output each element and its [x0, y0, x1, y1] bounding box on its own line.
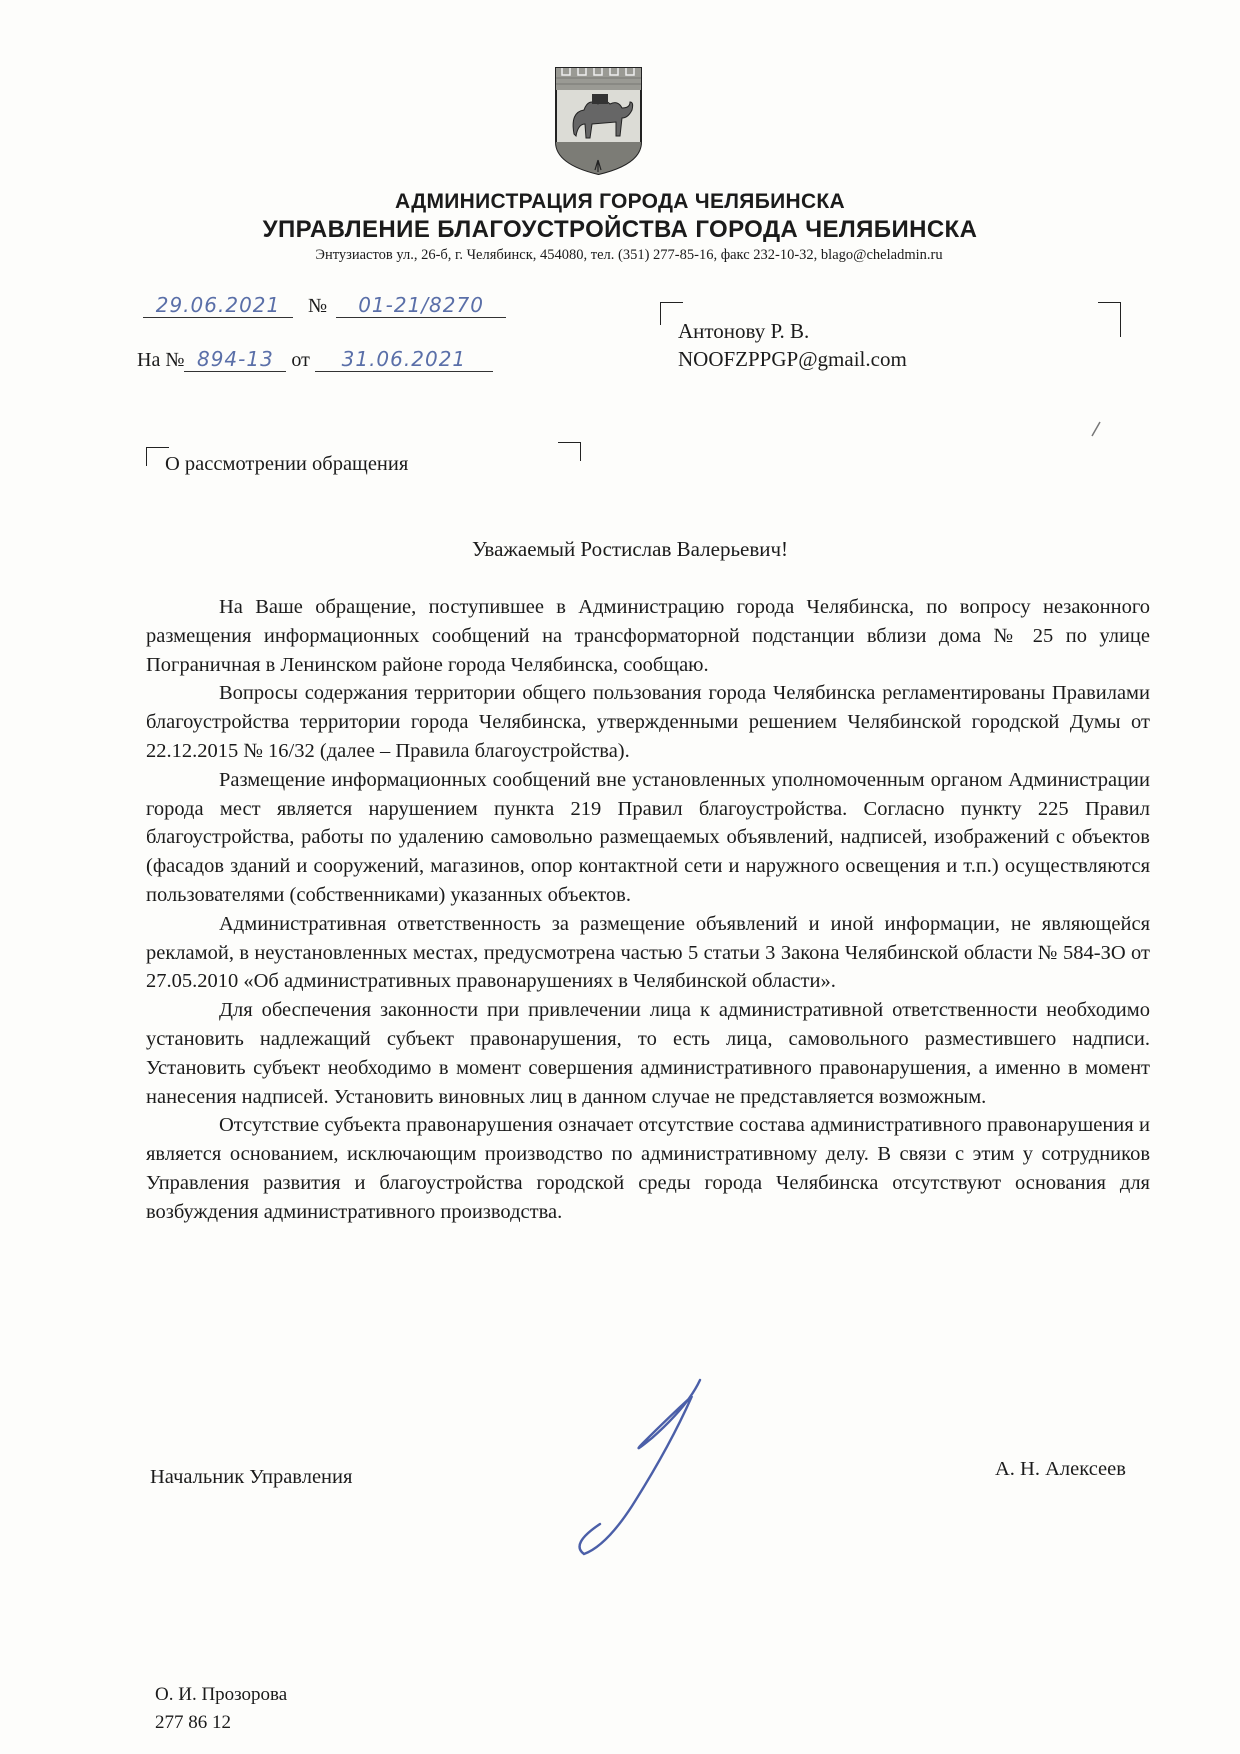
pen-stroke-mark: [1088, 420, 1104, 438]
in-reply-label: На №: [137, 349, 185, 371]
body-paragraph: Размещение информационных сообщений вне установленных уполномоченным органом Администрации города мест является нарушением пункта 219 Правил благоустройства. Согласно пункту 225 Правил благоустройства, работы по удалению самовольно размещаемых объявлений, надписей, изображений с объектов (фасадов зданий и сооружений, магазинов, опор контактной сети и наружного освещения и т.п.) осуществляются пользователями (собственниками) указанных объектов.: [146, 768, 1150, 906]
letter-subject: О рассмотрении обращения: [165, 453, 409, 475]
executor-block: [155, 1681, 287, 1737]
department-name: УПРАВЛЕНИЕ БЛАГОУСТРОЙСТВА ГОРОДА ЧЕЛЯБИНСКА: [262, 216, 978, 243]
signatory-name: А. Н. Алексеев: [995, 1458, 1126, 1480]
handwritten-signature: [560, 1376, 720, 1558]
body-paragraph: На Ваше обращение, поступившее в Администрацию города Челябинска, по вопросу незаконного размещения информационных сообщений на трансформаторной подстанции вблизи дома № 25 по улице Пограничная в Ленинском районе города Челябинска, сообщаю.: [146, 596, 1150, 676]
chelyabinsk-coat-of-arms-icon: [552, 64, 645, 176]
recipient-block: [678, 317, 907, 373]
number-sign: №: [308, 295, 328, 317]
outgoing-date: 29.06.2021: [143, 293, 293, 318]
executor-name: О. И. Прозорова: [155, 1684, 288, 1705]
letter-body: [146, 593, 1150, 1227]
in-reply-date: 31.06.2021: [315, 347, 493, 372]
subject-corner-right: [558, 442, 581, 461]
registration-line: [143, 293, 506, 318]
recipient-corner-right: [1098, 302, 1121, 337]
outgoing-number: 01-21/8270: [336, 293, 506, 318]
in-reply-line: [137, 347, 493, 372]
body-paragraph: Вопросы содержания территории общего пользования города Челябинска регламентированы Правилами благоустройства территории города Челябинска, утвержденными решением Челябинской городской Думы от 22.12.2015 № 16/32 (далее – Правила благоустройства).: [146, 682, 1150, 762]
letterhead-address: Энтузиастов ул., 26-б, г. Челябинск, 454080, тел. (351) 277-85-16, факс 232-10-32, blago@cheladmin.ru: [315, 247, 943, 263]
executor-phone: 277 86 12: [155, 1712, 231, 1733]
signatory-position: Начальник Управления: [150, 1466, 353, 1488]
organization-name: АДМИНИСТРАЦИЯ ГОРОДА ЧЕЛЯБИНСКА: [394, 190, 845, 213]
recipient-email: NOOFZPPGP@gmail.com: [678, 347, 907, 371]
body-paragraph: Для обеспечения законности при привлечении лица к административной ответственности необходимо установить надлежащий субъект правонарушения, то есть лица, самовольного разместившего надписи. Установить субъект необходимо в момент совершения административного правонарушения, а именно в момент нанесения надписей. Установить виновных лиц в данном случае не представляется возможным.: [146, 999, 1150, 1108]
body-paragraph: Административная ответственность за размещение объявлений и иной информации, не являющейся рекламой, в неустановленных местах, предусмотрена частью 5 статьи 3 Закона Челябинской области № 584-ЗО от 27.05.2010 «Об административных правонарушениях в Челябинской области».: [146, 912, 1150, 993]
in-reply-from-label: от: [291, 349, 310, 371]
in-reply-number: 894-13: [184, 347, 286, 372]
recipient-name: Антонову Р. В.: [678, 319, 810, 343]
body-paragraph: Отсутствие субъекта правонарушения означает отсутствие состава административного правонарушения и является основанием, исключающим производство по административному делу. В связи с этим у сотрудников Управления развития и благоустройства городской среды города Челябинска отсутствуют основания для возбуждения административного производства.: [146, 1114, 1150, 1223]
greeting: Уважаемый Ростислав Валерьевич!: [471, 537, 789, 561]
